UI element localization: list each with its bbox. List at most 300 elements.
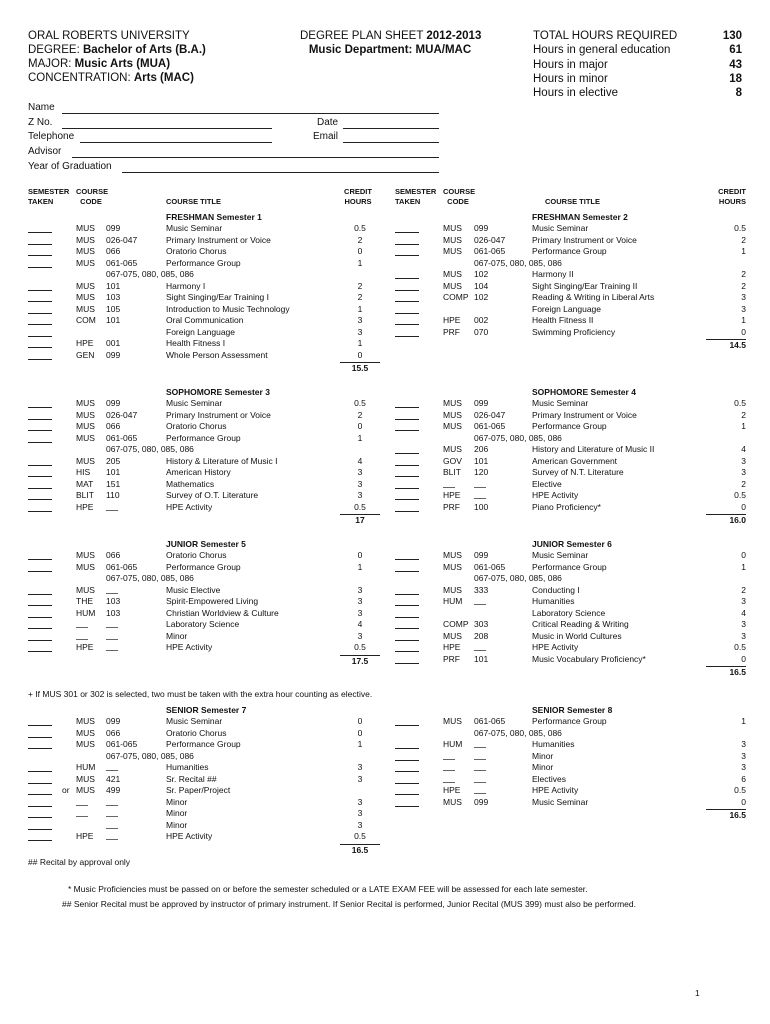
course-title: Primary Instrument or Voice — [166, 409, 271, 420]
course-title: Mathematics — [166, 478, 215, 489]
taken-checkbox-line[interactable] — [395, 305, 419, 314]
course-title: Sr. Paper/Project — [166, 785, 231, 795]
taken-checkbox-line[interactable] — [28, 609, 52, 618]
concentration-value: Arts (MAC) — [133, 72, 194, 84]
semester-title: SENIOR Semester 7 — [166, 705, 247, 715]
zno-label: Z No. — [28, 117, 53, 128]
taken-checkbox-line[interactable] — [28, 563, 52, 572]
semester-total: 16.0 — [729, 515, 746, 525]
course-number-blank — [106, 798, 118, 806]
credit-hours: 3 — [741, 739, 746, 749]
col-semester-taken-left: SEMESTER TAKEN — [28, 187, 70, 206]
course-title: Primary Instrument or Voice — [166, 234, 271, 245]
year-label: Year of Graduation — [28, 161, 112, 172]
taken-checkbox-line[interactable] — [395, 597, 419, 606]
course-subject: MUS — [76, 561, 95, 572]
course-number: 101 — [106, 280, 121, 291]
course-subject: HIS — [76, 467, 91, 477]
course-number: 026-047 — [106, 234, 138, 245]
course-subject: MUS — [443, 409, 462, 420]
taken-checkbox-line[interactable] — [28, 798, 52, 807]
course-number: 026-047 — [474, 409, 506, 420]
course-subject: GOV — [443, 455, 462, 466]
course-number: 303 — [474, 619, 489, 629]
course-number: 208 — [474, 630, 489, 641]
taken-checkbox-line[interactable] — [28, 632, 52, 641]
credit-hours: 0.5 — [354, 642, 366, 652]
course-title: Sr. Recital ## — [166, 773, 217, 784]
course-title: Humanities — [532, 596, 575, 606]
credit-hours: 0 — [741, 796, 746, 807]
course-subject: MUS — [443, 234, 462, 245]
course-number: 101 — [106, 315, 121, 325]
course-title: Music Elective — [166, 584, 221, 595]
course-number-blank — [106, 620, 118, 628]
credit-hours: 3 — [741, 619, 746, 629]
performance-group-options: 067-075, 080, 085, 086 — [474, 727, 562, 738]
course-subject: MUS — [443, 421, 462, 431]
taken-checkbox-line[interactable] — [28, 316, 52, 325]
credit-hours: 1 — [357, 338, 363, 348]
credit-hours: 3 — [357, 762, 363, 772]
taken-checkbox-line[interactable] — [28, 586, 52, 595]
course-number: 105 — [106, 303, 121, 314]
taken-checkbox-line[interactable] — [28, 259, 52, 268]
course-subject: MUS — [443, 561, 462, 572]
taken-checkbox-line[interactable] — [28, 643, 52, 652]
course-title: Health Fitness I — [166, 338, 226, 348]
course-number: 066 — [106, 727, 121, 738]
credit-hours: 2 — [357, 234, 363, 245]
credit-hours: 4 — [357, 455, 363, 466]
taken-checkbox-line[interactable] — [28, 328, 52, 337]
course-title: Reading & Writing in Liberal Arts — [532, 292, 655, 302]
taken-checkbox-line[interactable] — [28, 351, 52, 360]
email-label: Email — [313, 131, 339, 142]
course-number: 421 — [106, 773, 121, 784]
course-subject-blank — [443, 775, 455, 783]
course-title: Music Seminar — [532, 398, 589, 408]
taken-checkbox-line[interactable] — [28, 247, 52, 256]
taken-checkbox-line[interactable] — [28, 740, 52, 749]
course-number: 102 — [474, 269, 489, 279]
name-field[interactable] — [62, 113, 439, 114]
course-subject: MUS — [76, 398, 95, 408]
course-title: HPE Activity — [532, 785, 579, 795]
taken-checkbox-line[interactable] — [395, 270, 419, 279]
taken-checkbox-line[interactable] — [28, 236, 52, 245]
taken-checkbox-line[interactable] — [395, 586, 419, 595]
taken-checkbox-line[interactable] — [28, 717, 52, 726]
col-semester-taken-right: SEMESTER TAKEN — [395, 187, 437, 206]
course-title: Music Seminar — [166, 398, 223, 408]
credit-hours: 2 — [741, 280, 746, 291]
credit-hours: 1 — [741, 246, 746, 256]
course-title: Piano Proficiency* — [532, 501, 601, 512]
course-number: 061-065 — [474, 246, 506, 256]
course-title: Electives — [532, 773, 567, 784]
hours-summary-value: 61 — [729, 44, 742, 57]
course-subject-blank — [76, 632, 88, 640]
degree-label: DEGREE: — [28, 44, 80, 56]
col-title-right: COURSE TITLE — [545, 197, 601, 206]
credit-hours: 0.5 — [354, 501, 366, 512]
credit-hours: 1 — [357, 739, 363, 749]
course-title: Laboratory Science — [532, 607, 606, 618]
course-subject: HPE — [443, 490, 461, 500]
credit-hours: 0 — [741, 653, 746, 664]
course-number-blank — [474, 643, 486, 651]
date-field[interactable] — [343, 128, 439, 129]
taken-checkbox-line[interactable] — [395, 247, 419, 256]
course-title: Foreign Language — [166, 326, 236, 337]
taken-checkbox-line[interactable] — [395, 236, 419, 245]
course-title: Christian Worldview & Culture — [166, 607, 279, 618]
course-number: 026-047 — [106, 409, 138, 420]
taken-checkbox-line[interactable] — [28, 399, 52, 408]
taken-checkbox-line[interactable] — [28, 597, 52, 606]
taken-checkbox-line[interactable] — [395, 491, 419, 500]
taken-checkbox-line[interactable] — [28, 339, 52, 348]
credit-hours: 3 — [357, 796, 363, 807]
credit-hours: 2 — [741, 478, 746, 489]
course-title: Humanities — [166, 762, 209, 772]
course-subject: HPE — [443, 785, 461, 795]
taken-checkbox-line[interactable] — [395, 468, 419, 477]
credit-hours: 3 — [357, 808, 363, 818]
course-title: Music Vocabulary Proficiency* — [532, 653, 646, 664]
taken-checkbox-line[interactable] — [28, 763, 52, 772]
hours-summary-value: 43 — [729, 58, 742, 71]
course-number: 061-065 — [474, 716, 506, 726]
taken-checkbox-line[interactable] — [28, 434, 52, 443]
credit-hours: 2 — [741, 234, 746, 245]
course-title: Swimming Proficiency — [532, 326, 616, 337]
credit-hours: 0.5 — [734, 223, 746, 233]
taken-checkbox-line[interactable] — [395, 620, 419, 629]
course-subject: HPE — [76, 642, 94, 652]
taken-checkbox-line[interactable] — [395, 328, 419, 337]
course-number: 026-047 — [474, 234, 506, 245]
course-subject: HUM — [443, 596, 463, 606]
credit-hours: 6 — [741, 773, 746, 784]
hours-summary-value: 130 — [722, 30, 742, 42]
course-number: 066 — [106, 421, 121, 431]
taken-checkbox-line[interactable] — [395, 609, 419, 618]
credit-hours: 3 — [741, 762, 746, 772]
degree-value: Bachelor of Arts (B.A.) — [82, 44, 206, 56]
course-title: American Government — [532, 455, 618, 466]
col-credit-right: CREDIT HOURS — [718, 187, 746, 206]
hours-summary-label: Hours in general education — [533, 44, 671, 57]
credit-hours: 0 — [741, 501, 746, 512]
course-subject: COMP — [443, 292, 469, 302]
credit-hours: 3 — [357, 630, 363, 641]
taken-checkbox-line[interactable] — [395, 282, 419, 291]
credit-hours: 4 — [357, 619, 363, 629]
course-title: Whole Person Assessment — [166, 349, 268, 360]
course-subject: MUS — [443, 246, 462, 256]
course-subject: GEN — [76, 349, 95, 360]
course-title: Performance Group — [166, 432, 241, 443]
credit-hours: 1 — [357, 432, 363, 443]
course-number: 103 — [106, 596, 121, 606]
email-field[interactable] — [343, 142, 439, 143]
course-number: 101 — [474, 653, 489, 664]
course-subject: BLIT — [76, 490, 94, 500]
course-subject: HUM — [76, 607, 96, 618]
course-title: Oral Communication — [166, 315, 244, 325]
course-subject-blank — [76, 798, 88, 806]
credit-hours: 3 — [357, 478, 363, 489]
course-title: Laboratory Science — [166, 619, 240, 629]
course-number: 103 — [106, 292, 121, 302]
course-number: 151 — [106, 478, 121, 489]
course-subject: HUM — [76, 762, 96, 772]
taken-checkbox-line[interactable] — [395, 643, 419, 652]
course-number: 100 — [474, 501, 489, 512]
taken-checkbox-line[interactable] — [28, 293, 52, 302]
course-number-blank — [106, 809, 118, 817]
semester-total: 15.5 — [351, 363, 369, 373]
credit-hours: 3 — [741, 467, 746, 477]
taken-checkbox-line[interactable] — [28, 468, 52, 477]
course-subject: MUS — [443, 269, 462, 279]
course-subject: MUS — [76, 432, 95, 443]
taken-checkbox-line[interactable] — [395, 740, 419, 749]
taken-checkbox-line[interactable] — [395, 316, 419, 325]
credit-hours: 1 — [741, 561, 746, 572]
taken-checkbox-line[interactable] — [395, 798, 419, 807]
course-subject: MUS — [443, 584, 462, 595]
course-subject: MUS — [443, 796, 462, 807]
taken-checkbox-line[interactable] — [28, 786, 52, 795]
semester-total: 16.5 — [729, 810, 746, 820]
col-course-code-right: COURSE CODE — [443, 187, 476, 206]
taken-checkbox-line[interactable] — [395, 445, 419, 454]
course-title: Harmony II — [532, 269, 574, 279]
credit-hours: 3 — [741, 750, 746, 761]
taken-checkbox-line[interactable] — [28, 729, 52, 738]
course-subject: HPE — [443, 315, 461, 325]
course-subject: MUS — [76, 246, 95, 256]
credit-hours: 3 — [357, 773, 363, 784]
course-subject: BLIT — [443, 467, 461, 477]
taken-checkbox-line[interactable] — [395, 503, 419, 512]
course-title: Spirit-Empowered Living — [166, 596, 259, 606]
course-title: Sight Singing/Ear Training I — [166, 292, 270, 302]
taken-checkbox-line[interactable] — [28, 224, 52, 233]
taken-checkbox-line[interactable] — [395, 717, 419, 726]
credit-hours: 3 — [357, 819, 363, 830]
credit-hours: 3 — [357, 596, 363, 606]
course-title: Minor — [532, 750, 554, 761]
credit-hours: 0 — [741, 550, 746, 560]
credit-hours: 4 — [741, 607, 746, 618]
course-prefix-or: or — [62, 785, 70, 795]
course-title: Minor — [166, 796, 188, 807]
taken-checkbox-line[interactable] — [28, 491, 52, 500]
hours-summary-value: 8 — [735, 87, 742, 100]
credit-hours: 3 — [741, 303, 746, 314]
course-number: 099 — [106, 223, 121, 233]
semester-total: 16.5 — [729, 667, 746, 677]
course-subject-blank — [443, 763, 455, 771]
hours-summary-label: TOTAL HOURS REQUIRED — [533, 30, 678, 42]
credit-hours: 0.5 — [734, 490, 746, 500]
course-number: 104 — [474, 280, 489, 291]
semester-title: FRESHMAN Semester 2 — [532, 212, 628, 222]
course-number: 101 — [474, 455, 489, 466]
semester-title: SENIOR Semester 8 — [532, 705, 613, 715]
course-subject-blank — [76, 620, 88, 628]
course-number: 061-065 — [106, 739, 138, 749]
department: Music Department: MUA/MAC — [308, 44, 472, 56]
course-number: 099 — [106, 349, 121, 360]
course-number: 061-065 — [106, 432, 138, 443]
course-subject: PRF — [443, 653, 460, 664]
course-title: HPE Activity — [166, 831, 213, 841]
advisor-field[interactable] — [72, 157, 439, 158]
credit-hours: 2 — [741, 409, 746, 420]
course-number: 099 — [106, 398, 121, 408]
taken-checkbox-line[interactable] — [395, 563, 419, 572]
taken-checkbox-line[interactable] — [395, 480, 419, 489]
taken-checkbox-line[interactable] — [28, 821, 52, 830]
performance-group-options: 067-075, 080, 085, 086 — [474, 257, 562, 268]
taken-checkbox-line[interactable] — [395, 763, 419, 772]
credit-hours: 0.5 — [734, 785, 746, 795]
course-title: History and Literature of Music II — [532, 444, 655, 454]
course-number-blank — [474, 775, 486, 783]
course-title: Performance Group — [532, 561, 607, 572]
taken-checkbox-line[interactable] — [395, 551, 419, 560]
proficiency-note: * Music Proficiencies must be passed on or before the semester scheduled or a LATE EXAM FEE will be assessed for each late semester. — [68, 884, 588, 894]
course-subject: MUS — [76, 280, 95, 291]
credit-hours: 4 — [741, 444, 746, 454]
major-label: MAJOR: — [28, 58, 72, 70]
credit-hours: 3 — [357, 584, 363, 595]
course-title: Performance Group — [532, 246, 607, 256]
course-title: Harmony I — [166, 280, 206, 291]
semester-title: SOPHOMORE Semester 4 — [532, 387, 636, 397]
col-title-left: COURSE TITLE — [166, 197, 222, 206]
telephone-field[interactable] — [80, 142, 272, 143]
course-number: 120 — [474, 467, 489, 477]
semester-title: JUNIOR Semester 6 — [532, 539, 612, 549]
course-subject: MUS — [76, 303, 95, 314]
course-title: Introduction to Music Technology — [166, 303, 290, 314]
semester-title: FRESHMAN Semester 1 — [166, 212, 262, 222]
taken-checkbox-line[interactable] — [28, 551, 52, 560]
taken-checkbox-line[interactable] — [395, 411, 419, 420]
taken-checkbox-line[interactable] — [395, 752, 419, 761]
course-title: HPE Activity — [532, 642, 579, 652]
course-title: Health Fitness II — [532, 315, 594, 325]
date-label: Date — [317, 117, 339, 128]
course-subject: PRF — [443, 501, 460, 512]
taken-checkbox-line[interactable] — [395, 293, 419, 302]
course-subject: MUS — [76, 257, 95, 268]
course-number: 066 — [106, 246, 121, 256]
course-number: 206 — [474, 444, 489, 454]
course-number: 099 — [474, 223, 489, 233]
course-subject-blank — [443, 752, 455, 760]
credit-hours: 3 — [357, 326, 363, 337]
course-title: Survey of N.T. Literature — [532, 467, 624, 477]
taken-checkbox-line[interactable] — [395, 457, 419, 466]
taken-checkbox-line[interactable] — [395, 399, 419, 408]
course-number: 103 — [106, 607, 121, 618]
course-title: Music in World Cultures — [532, 630, 622, 641]
taken-checkbox-line[interactable] — [28, 775, 52, 784]
course-subject: MUS — [76, 716, 95, 726]
taken-checkbox-line[interactable] — [395, 422, 419, 431]
course-number: 001 — [106, 338, 121, 348]
course-subject: HPE — [76, 501, 94, 512]
concentration-label: CONCENTRATION: — [28, 72, 131, 84]
university-name: ORAL ROBERTS UNIVERSITY — [28, 30, 190, 42]
course-subject: MUS — [443, 716, 462, 726]
taken-checkbox-line[interactable] — [28, 422, 52, 431]
taken-checkbox-line[interactable] — [28, 809, 52, 818]
course-subject: PRF — [443, 326, 460, 337]
taken-checkbox-line[interactable] — [28, 503, 52, 512]
credit-hours: 1 — [357, 303, 363, 314]
taken-checkbox-line[interactable] — [28, 620, 52, 629]
credit-hours: 2 — [741, 269, 746, 279]
taken-checkbox-line[interactable] — [395, 655, 419, 664]
semester-total: 14.5 — [729, 340, 746, 350]
year-field[interactable] — [122, 172, 439, 173]
taken-checkbox-line[interactable] — [28, 480, 52, 489]
course-number-blank — [474, 480, 486, 488]
sheet-year: 2012-2013 — [426, 30, 482, 42]
credit-hours: 0 — [357, 246, 363, 256]
course-number-blank — [106, 503, 118, 511]
taken-checkbox-line[interactable] — [28, 832, 52, 841]
zno-field[interactable] — [62, 128, 272, 129]
taken-checkbox-line[interactable] — [395, 224, 419, 233]
taken-checkbox-line[interactable] — [395, 786, 419, 795]
taken-checkbox-line[interactable] — [395, 632, 419, 641]
credit-hours: 0 — [357, 421, 363, 431]
course-subject: MUS — [443, 550, 462, 560]
course-number: 002 — [474, 315, 489, 325]
credit-hours: 1 — [741, 421, 746, 431]
taken-checkbox-line[interactable] — [395, 775, 419, 784]
course-title: Minor — [166, 819, 188, 830]
page-number: 1 — [695, 988, 700, 998]
taken-checkbox-line[interactable] — [28, 282, 52, 291]
major-value: Music Arts (MUA) — [74, 58, 171, 70]
course-subject: MUS — [76, 223, 95, 233]
course-title: Critical Reading & Writing — [532, 619, 629, 629]
credit-hours: 0.5 — [354, 223, 366, 233]
course-title: Minor — [166, 808, 188, 818]
credit-hours: 1 — [741, 315, 746, 325]
course-subject: MUS — [76, 234, 95, 245]
course-title: Primary Instrument or Voice — [532, 234, 637, 245]
course-subject: HPE — [443, 642, 461, 652]
credit-hours: 3 — [357, 467, 363, 477]
taken-checkbox-line[interactable] — [28, 305, 52, 314]
course-number-blank — [474, 763, 486, 771]
course-subject: HPE — [76, 831, 94, 841]
taken-checkbox-line[interactable] — [28, 411, 52, 420]
performance-group-options: 067-075, 080, 085, 086 — [106, 750, 194, 761]
taken-checkbox-line[interactable] — [28, 457, 52, 466]
